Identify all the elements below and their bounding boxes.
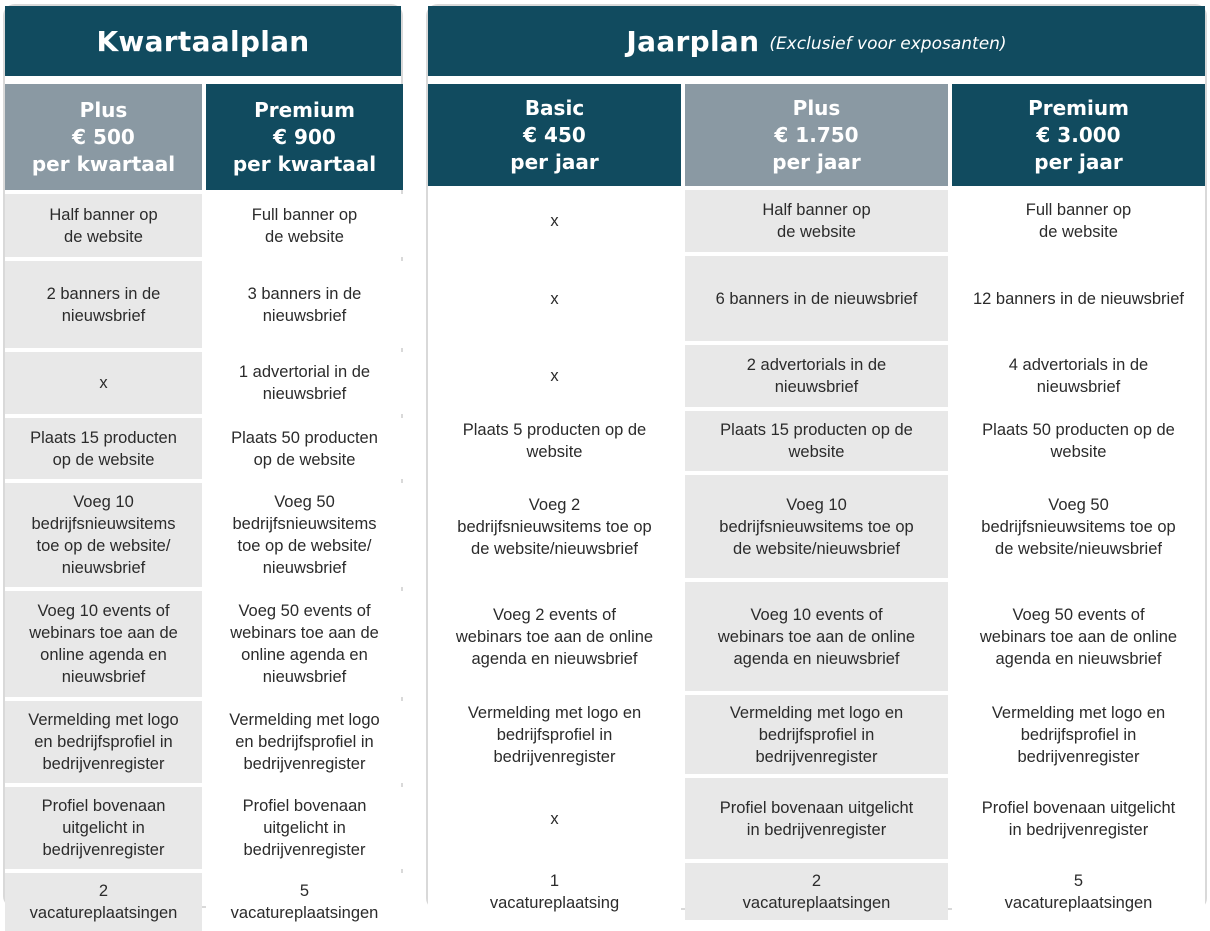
feature-cell: x	[428, 190, 681, 252]
feature-cell: Voeg 10 bedrijfsnieuwsitems toe op de website/ nieuwsbrief	[5, 483, 202, 587]
feature-cell: Vermelding met logo en bedrijfsprofiel in bedrijvenregister	[428, 695, 681, 774]
feature-cell: Half banner op de website	[5, 194, 202, 257]
feature-cell: Plaats 15 producten op de website	[685, 411, 948, 471]
quarterly-plan-table	[5, 84, 401, 922]
feature-cell: Voeg 10 events of webinars toe aan de online agenda en nieuwsbrief	[685, 582, 948, 691]
feature-cell: 3 banners in de nieuwsbrief	[206, 261, 403, 348]
feature-cell: Plaats 15 producten op de website	[5, 418, 202, 479]
feature-cell: Voeg 2 events of webinars toe aan de online agenda en nieuwsbrief	[428, 582, 681, 691]
feature-cell: Profiel bovenaan uitgelicht in bedrijvenregister	[685, 778, 948, 859]
quarterly-plan-title: Kwartaalplan	[5, 6, 401, 80]
feature-cell: Voeg 10 bedrijfsnieuwsitems toe op de website/nieuwsbrief	[685, 475, 948, 578]
feature-cell: x	[428, 345, 681, 407]
plan-header-plus: Plus € 1.750 per jaar	[685, 84, 948, 186]
plan-header-plus: Plus € 500 per kwartaal	[5, 84, 202, 190]
feature-cell: 4 advertorials in de nieuwsbrief	[952, 345, 1205, 407]
feature-cell: 1 advertorial in de nieuwsbrief	[206, 352, 403, 414]
plan-header-basic: Basic € 450 per jaar	[428, 84, 681, 186]
feature-cell: Voeg 50 bedrijfsnieuwsitems toe op de website/ nieuwsbrief	[206, 483, 403, 587]
yearly-plan-table	[428, 84, 1205, 912]
feature-cell: 2 advertorials in de nieuwsbrief	[685, 345, 948, 407]
feature-cell: Profiel bovenaan uitgelicht in bedrijvenregister	[206, 787, 403, 869]
feature-cell: 2 vacatureplaatsingen	[5, 873, 202, 931]
feature-cell: x	[428, 256, 681, 341]
feature-cell: 2 vacatureplaatsingen	[685, 863, 948, 920]
feature-cell: Half banner op de website	[685, 190, 948, 252]
feature-cell: x	[5, 352, 202, 414]
feature-cell: Full banner op de website	[206, 194, 403, 257]
feature-cell: Vermelding met logo en bedrijfsprofiel in bedrijvenregister	[206, 701, 403, 783]
feature-cell: 5 vacatureplaatsingen	[952, 863, 1205, 920]
plan-header-premium: Premium € 900 per kwartaal	[206, 84, 403, 190]
feature-cell: Full banner op de website	[952, 190, 1205, 252]
feature-cell: 12 banners in de nieuwsbrief	[952, 256, 1205, 341]
feature-cell: 5 vacatureplaatsingen	[206, 873, 403, 931]
feature-cell: Vermelding met logo en bedrijfsprofiel in bedrijvenregister	[952, 695, 1205, 774]
feature-cell: Profiel bovenaan uitgelicht in bedrijvenregister	[952, 778, 1205, 859]
feature-cell: 6 banners in de nieuwsbrief	[685, 256, 948, 341]
feature-cell: 2 banners in de nieuwsbrief	[5, 261, 202, 348]
feature-cell: x	[428, 778, 681, 859]
plan-header-premium: Premium € 3.000 per jaar	[952, 84, 1205, 186]
feature-cell: Plaats 50 producten op de website	[206, 418, 403, 479]
feature-cell: Voeg 50 events of webinars toe aan de online agenda en nieuwsbrief	[206, 591, 403, 697]
feature-cell: Plaats 5 producten op de website	[428, 411, 681, 471]
yearly-plan-subtitle: (Exclusief voor exposanten)	[769, 34, 1007, 54]
feature-cell: 1 vacatureplaatsing	[428, 863, 681, 920]
quarterly-plan-panel	[3, 4, 403, 922]
feature-cell: Voeg 50 events of webinars toe aan de online agenda en nieuwsbrief	[952, 582, 1205, 691]
feature-cell: Voeg 2 bedrijfsnieuwsitems toe op de website/nieuwsbrief	[428, 475, 681, 578]
feature-cell: Voeg 10 events of webinars toe aan de online agenda en nieuwsbrief	[5, 591, 202, 697]
feature-cell: Vermelding met logo en bedrijfsprofiel in bedrijvenregister	[5, 701, 202, 783]
feature-cell: Voeg 50 bedrijfsnieuwsitems toe op de website/nieuwsbrief	[952, 475, 1205, 578]
feature-cell: Profiel bovenaan uitgelicht in bedrijvenregister	[5, 787, 202, 869]
yearly-plan-panel	[426, 4, 1207, 910]
feature-cell: Vermelding met logo en bedrijfsprofiel in bedrijvenregister	[685, 695, 948, 774]
yearly-plan-title: Jaarplan (Exclusief voor exposanten)	[428, 6, 1205, 80]
feature-cell: Plaats 50 producten op de website	[952, 411, 1205, 471]
